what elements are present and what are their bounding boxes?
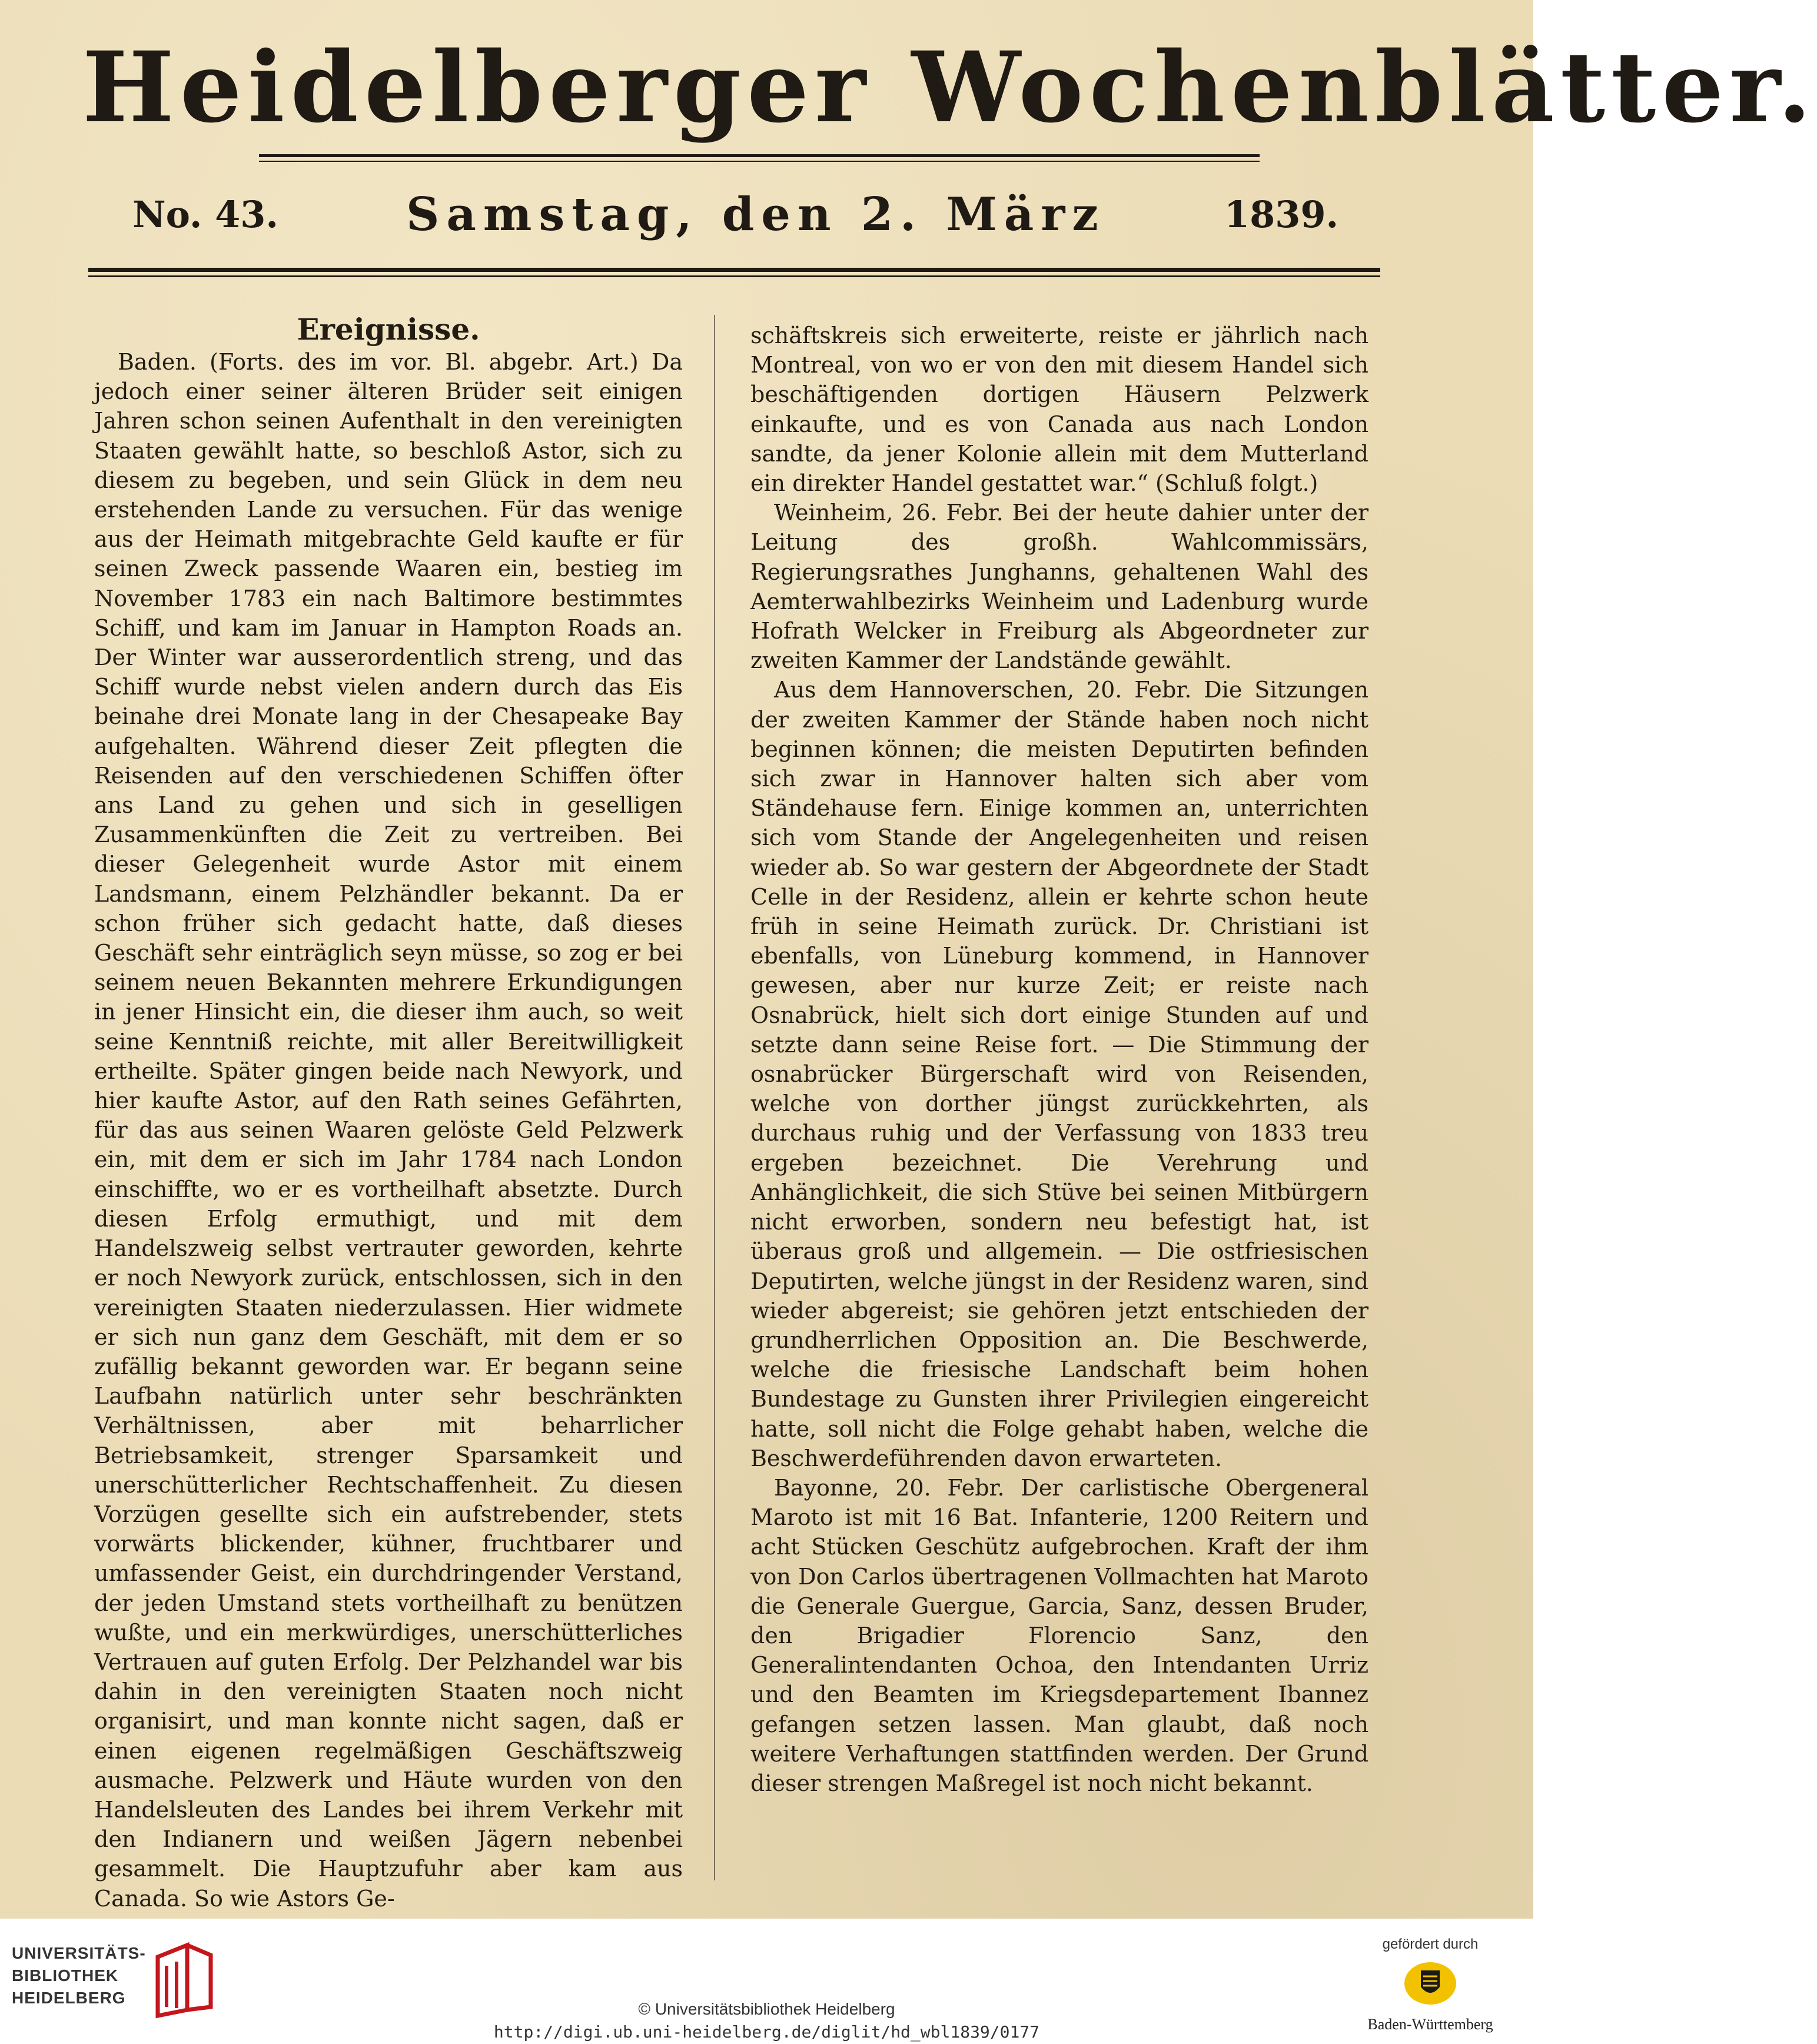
- masthead-title: Heidelberger Wochenblätter.: [82, 30, 1817, 144]
- column-divider: [714, 315, 715, 1880]
- issue-year: 1839.: [1224, 193, 1339, 236]
- masthead-rule-thin: [259, 161, 1260, 162]
- article-paragraph: Weinheim, 26. Febr. Bei der heute dahier unter der Leitung des großh. Wahlcommissärs, Regierungsrathes Junghanns, gehaltenen Wahl des Aemterwahlbezirks Weinheim und Ladenburg wurde Hofrath Welcker in Freiburg als Abgeordneter zur zweiten Kammer der Landstände gewählt.: [750, 500, 1368, 674]
- issue-number: No. 43.: [132, 193, 278, 236]
- coat-of-arms-icon: [1401, 1960, 1460, 2007]
- library-logo-text: [12, 1942, 153, 2009]
- section-heading: Ereignisse.: [297, 312, 480, 347]
- article-paragraph: Baden. (Forts. des im vor. Bl. abgebr. Art.) Da jedoch einer seiner älteren Brüder seit einigen Jahren schon seinen Aufenthalt in den vereinigten Staaten gewählt hatte, so beschloß Astor, sich zu diesem zu begeben, und sein Glück in dem neu erstehenden Lande zu versuchen. Für das wenige aus der Heimath mitgebrachte Geld kaufte er für seinen Zweck passende Waaren ein, bestieg im November 1783 ein nach Baltimore bestimmtes Schiff, und kam im Januar in Hampton Roads an. Der Winter war ausserordentlich streng, und das Schiff wurde nebst vielen andern durch das Eis beinahe drei Monate lang in der Chesapeake Bay aufgehalten. Während dieser Zeit pflegten die Reisenden auf den verschiedenen Schiffen öfter ans Land zu gehen und sich in geselligen Zusammenkünften die Zeit zu vertreiben. Bei dieser Gelegenheit wurde Astor mit einem Landsmann, einem Pelzhändler bekannt. Da er schon früher sich gedacht hatte, daß dieses Geschäft sehr einträglich seyn müsse, so zog er bei seinem neuen Bekannten mehrere Erkundigungen in jener Hinsicht ein, die dieser ihm auch, so weit seine Kenntniß reichte, mit aller Bereitwilligkeit ertheilte. Später gingen beide nach Newyork, und hier kaufte Astor, auf den Rath seines Gefährten, für das aus seinen Waaren gelöste Geld Pelzwerk ein, mit dem er sich im Jahr 1784 nach London einschiffte, wo er es vortheilhaft absetzte. Durch diesen Erfolg ermuthigt, und mit dem Handelszweig selbst vertrauter geworden, kehrte er noch Newyork zurück, entschlossen, sich in den vereinigten Staaten niederzulassen. Hier widmete er sich nun ganz dem Geschäft, mit dem er so zufällig bekannt geworden war. Er begann seine Laufbahn natürlich unter sehr beschränkten Verhältnissen, aber mit beharrlicher Betriebsamkeit, strenger Sparsamkeit und unerschütterlicher Rechtschaffenheit. Zu diesen Vorzügen gesellte sich ein aufstrebender, stets vorwärts blickender, kühner, fruchtbarer und umfassender Geist, ein durchdringender Verstand, der jeden Umstand stets vortheilhaft zu benützen wußte, und ein merkwürdiges, unerschütterliches Vertrauen auf guten Erfolg. Der Pelzhandel war bis dahin in den vereinigten Staaten noch nicht organisirt, und man konnte nicht sagen, daß er einen eigenen regelmäßigen Geschäftszweig ausmache. Pelzwerk und Häute wurden von den Handelsleuten des Landes bei ihrem Verkehr mit den Indianern und weißen Jägern nebenbei gesammelt. Die Hauptzufuhr aber kam aus Canada. So wie Astors Ge-: [94, 349, 683, 1912]
- right-column: [750, 321, 1368, 1798]
- library-logo-line: HEIDELBERG: [12, 1989, 126, 2007]
- masthead-rule: [259, 154, 1260, 157]
- source-url[interactable]: http://digi.ub.uni-heidelberg.de/diglit/hd_wbl1839/0177: [493, 2022, 1040, 2042]
- header-rule: [88, 268, 1380, 272]
- sponsor-name: Baden-Württemberg: [1367, 2016, 1493, 2033]
- sponsor-label: gefördert durch: [1382, 1936, 1479, 1952]
- left-column: [94, 347, 683, 1913]
- copyright-notice: © Universitätsbibliothek Heidelberg: [638, 2000, 895, 2018]
- header-rule-thin: [88, 275, 1380, 277]
- article-paragraph: schäftskreis sich erweiterte, reiste er jährlich nach Montreal, von wo er von den mit diesem Handel sich beschäftigenden dortigen Häusern Pelzwerk einkaufte, und es von Canada aus nach London sandte, da jener Kolonie allein mit dem Mutterland ein direkter Handel gestattet war.“ (Schluß folgt.): [750, 323, 1368, 497]
- issue-date: Samstag, den 2. März: [406, 188, 1105, 241]
- article-paragraph: Bayonne, 20. Febr. Der carlistische Obergeneral Maroto ist mit 16 Bat. Infanterie, 1200 Reitern und acht Stücken Geschütz aufgebrochen. Kraft der ihm von Don Carlos übertragenen Vollmachten hat Maroto die Generale Guergue, Garcia, Sanz, dessen Bruder, den Brigadier Florencio Sanz, den Generalintendanten Ochoa, den Intendanten Urriz und den Beamten im Kriegsdepartement Ibannez gefangen setzen lassen. Man glaubt, daß noch weitere Verhaftungen stattfinden werden. Der Grund dieser strengen Maßregel ist noch nicht bekannt.: [750, 1474, 1368, 1796]
- article-paragraph: Aus dem Hannoverschen, 20. Febr. Die Sitzungen der zweiten Kammer der Stände haben noch nicht beginnen können; die meisten Deputirten befinden sich zwar in Hannover halten sich aber vom Ständehause fern. Einige kommen an, unterrichten sich vom Stande der Angelegenheiten und reisen wieder ab. So war gestern der Abgeordnete der Stadt Celle in der Residenz, allein er kehrte schon heute früh in seine Heimath zurück. Dr. Christiani ist ebenfalls, von Lüneburg kommend, in Hannover gewesen, aber nur kurze Zeit; er reiste nach Osnabrück, hielt sich dort einige Stunden auf und setzte dann seine Reise fort. — Die Stimmung der osnabrücker Bürgerschaft wird von Reisenden, welche von dorther jüngst zurückkehrten, als durchaus ruhig und der Verfassung von 1833 treu ergeben bezeichnet. Die Verehrung und Anhänglichkeit, die sich Stüve bei seinen Mitbürgern nicht erworben, sondern neu befestigt hat, ist überaus groß und allgemein. — Die ostfriesischen Deputirten, welche jüngst in der Residenz waren, sind wieder abgereist; sie gehören jetzt entschieden der grundherrlichen Opposition an. Die Beschwerde, welche die friesische Landschaft beim hohen Bundestage zu Gunsten ihrer Privilegien eingereicht hatte, soll nicht die Folge gehabt haben, welche die Beschwerdeführenden davon erwarteten.: [750, 677, 1368, 1471]
- library-logo-line: BIBLIOTHEK: [12, 1966, 119, 1985]
- library-logo-line: UNIVERSITÄTS-: [12, 1944, 146, 1962]
